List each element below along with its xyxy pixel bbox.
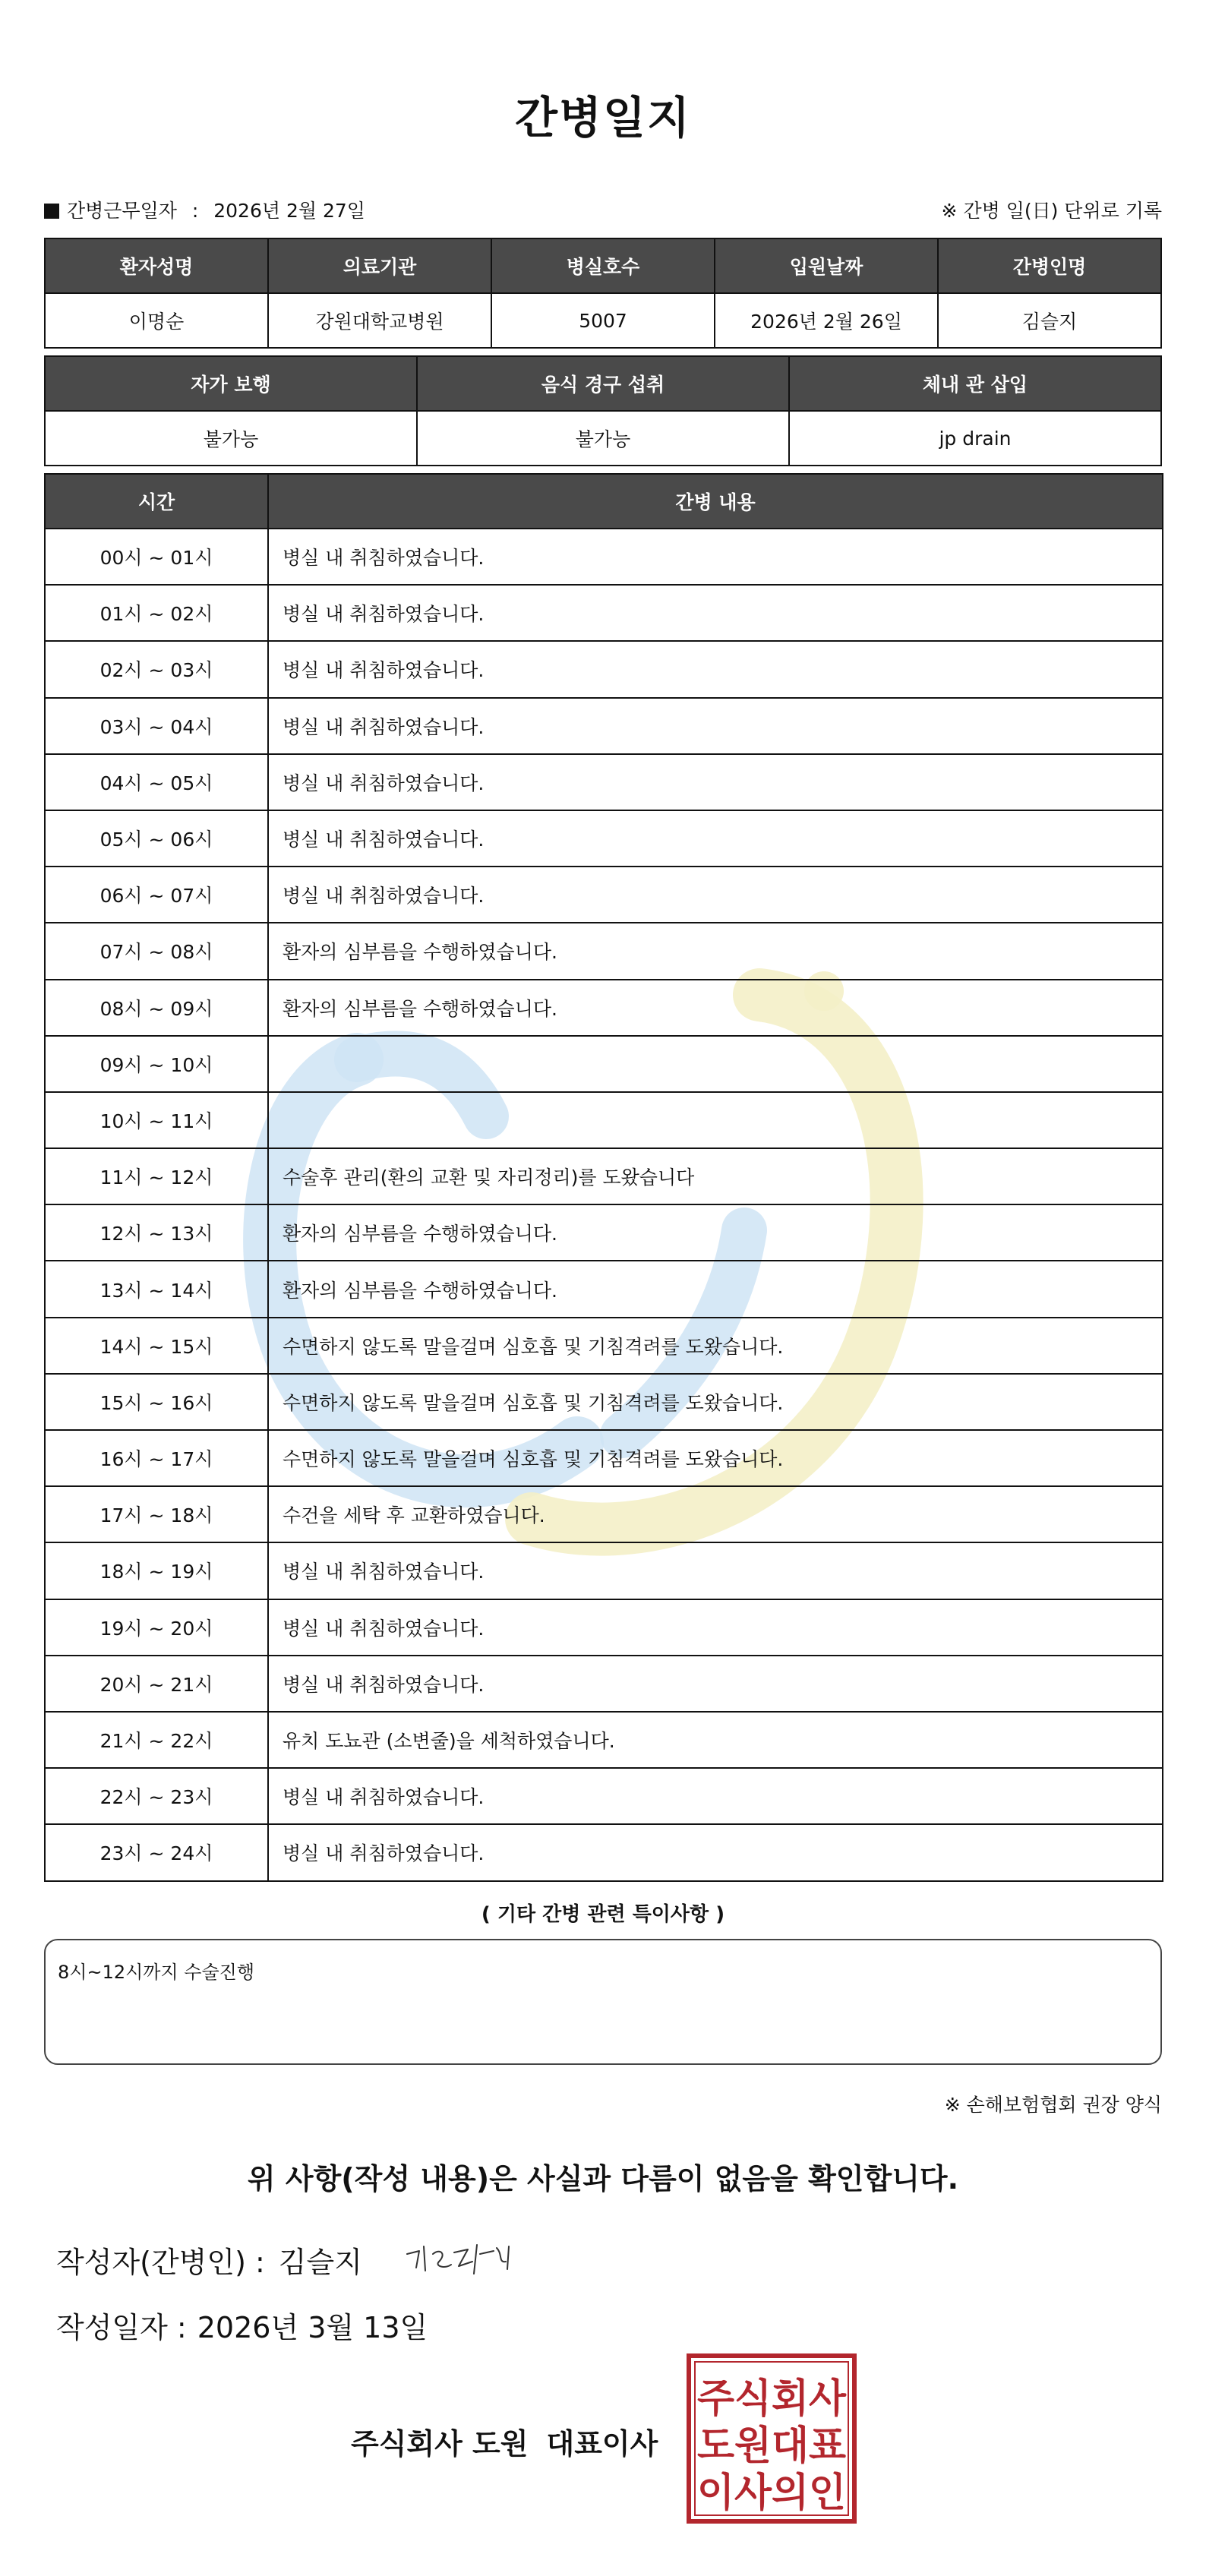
table-row [45,1036,1163,1092]
header-self-walking: 자가 보행 [45,356,417,411]
patient-info-table [44,238,1162,349]
time-cell: 23시 ~ 24시 [45,1824,268,1880]
writer-label: 작성자(간병인) : [56,2246,265,2279]
caregiver-name: 김슬지 [938,293,1161,348]
care-content-cell: 병실 내 취침하였습니다. [268,1824,1163,1880]
tube-insertion-value: jp drain [789,411,1161,466]
care-content-cell: 병실 내 취침하였습니다. [268,754,1163,810]
time-cell: 13시 ~ 14시 [45,1261,268,1317]
table-row [45,923,1163,979]
care-content-cell: 수면하지 않도록 말을걸며 심호흡 및 기침격려를 도왔습니다. [268,1318,1163,1374]
confirmation-statement: 위 사항(작성 내용)은 사실과 다름이 없음을 확인합니다. [247,2162,959,2196]
time-cell: 07시 ~ 08시 [45,923,268,979]
care-content-cell: 병실 내 취침하였습니다. [268,698,1163,754]
time-cell: 11시 ~ 12시 [45,1148,268,1204]
header-care-content: 간병 내용 [268,474,1163,529]
care-content-cell [268,1092,1163,1148]
time-cell: 03시 ~ 04시 [45,698,268,754]
notes-title: ( 기타 간병 관련 특이사항 ) [481,1903,725,1926]
self-walking-value: 불가능 [45,411,417,466]
care-content-cell [268,1036,1163,1092]
care-content-cell: 병실 내 취침하였습니다. [268,641,1163,697]
notes-box [44,1939,1162,2065]
care-content-cell: 유치 도뇨관 (소변줄)을 세척하였습니다. [268,1712,1163,1768]
time-cell: 16시 ~ 17시 [45,1430,268,1486]
table-row [45,1542,1163,1599]
care-content-cell: 수면하지 않도록 말을걸며 심호흡 및 기침격려를 도왔습니다. [268,1430,1163,1486]
company-seal [686,2353,857,2524]
care-content-cell: 수건을 세탁 후 교환하였습니다. [268,1486,1163,1542]
time-cell: 01시 ~ 02시 [45,585,268,641]
patient-status-table [44,355,1162,466]
table-row [45,1374,1163,1430]
table-row [45,754,1163,810]
care-content-cell: 수면하지 않도록 말을걸며 심호흡 및 기침격려를 도왔습니다. [268,1374,1163,1430]
table-row [45,698,1163,754]
meta-row [44,196,1162,226]
admission-date: 2026년 2월 26일 [715,293,938,348]
table-row [45,1204,1163,1261]
time-cell: 00시 ~ 01시 [45,529,268,585]
care-content-cell: 병실 내 취침하였습니다. [268,529,1163,585]
header-patient-name: 환자성명 [45,238,268,293]
table-row [45,529,1163,585]
care-content-cell: 환자의 심부름을 수행하였습니다. [268,980,1163,1036]
time-cell: 10시 ~ 11시 [45,1092,268,1148]
header-time: 시간 [45,474,268,529]
room-number: 5007 [491,293,715,348]
work-date-sep: : [191,200,199,222]
time-cell: 04시 ~ 05시 [45,754,268,810]
work-date-label: 간병근무일자 [67,200,177,222]
time-cell: 20시 ~ 21시 [45,1656,268,1712]
table-row [45,1599,1163,1656]
care-content-cell: 병실 내 취침하였습니다. [268,867,1163,923]
care-content-cell: 환자의 심부름을 수행하였습니다. [268,923,1163,979]
time-cell: 14시 ~ 15시 [45,1318,268,1374]
table-row [45,810,1163,867]
table-row [45,585,1163,641]
care-content-cell: 병실 내 취침하였습니다. [268,585,1163,641]
handwritten-signature [401,2231,538,2284]
work-date [44,196,365,223]
table-row [45,1712,1163,1768]
time-cell: 15시 ~ 16시 [45,1374,268,1430]
written-date-line [56,2304,428,2346]
page-title: 간병일지 [514,92,692,144]
patient-name: 이명순 [45,293,268,348]
record-note: ※ 간병 일(日) 단위로 기록 [941,200,1162,222]
company-name: 주식회사 도원 [351,2427,529,2461]
time-cell: 08시 ~ 09시 [45,980,268,1036]
header-admission-date: 입원날짜 [715,238,938,293]
svg-text:도원대표: 도원대표 [697,2423,846,2469]
time-cell: 17시 ~ 18시 [45,1486,268,1542]
time-cell: 09시 ~ 10시 [45,1036,268,1092]
care-content-cell: 병실 내 취침하였습니다. [268,1656,1163,1712]
header-oral-intake: 음식 경구 섭취 [417,356,789,411]
table-row [45,1768,1163,1824]
header-caregiver: 간병인명 [938,238,1161,293]
time-cell: 05시 ~ 06시 [45,810,268,867]
black-square-icon [44,204,59,219]
header-room: 병실호수 [491,238,715,293]
company-title: 대표이사 [546,2427,658,2461]
time-cell: 22시 ~ 23시 [45,1768,268,1824]
table-row [45,980,1163,1036]
svg-text:이사의인: 이사의인 [697,2470,846,2516]
table-row [45,867,1163,923]
oral-intake-value: 불가능 [417,411,789,466]
care-content-cell: 환자의 심부름을 수행하였습니다. [268,1204,1163,1261]
writer-name: 김슬지 [278,2246,362,2279]
table-row [45,1148,1163,1204]
table-row [45,1092,1163,1148]
time-cell: 19시 ~ 20시 [45,1599,268,1656]
care-content-cell: 병실 내 취침하였습니다. [268,1542,1163,1599]
table-row [45,1486,1163,1542]
hospital-name: 강원대학교병원 [268,293,491,348]
care-content-cell: 환자의 심부름을 수행하였습니다. [268,1261,1163,1317]
time-cell: 02시 ~ 03시 [45,641,268,697]
care-content-cell: 병실 내 취침하였습니다. [268,1768,1163,1824]
header-tube-insertion: 체내 관 삽입 [789,356,1161,411]
form-note: ※ 손해보험협회 권장 양식 [944,2094,1162,2116]
table-row [45,1261,1163,1317]
care-content-cell: 병실 내 취침하였습니다. [268,1599,1163,1656]
writer-line [56,2239,362,2281]
notes-text: 8시~12시까지 수술진행 [58,1962,255,1983]
care-content-cell: 병실 내 취침하였습니다. [268,810,1163,867]
care-content-cell: 수술후 관리(환의 교환 및 자리정리)를 도왔습니다 [268,1148,1163,1204]
table-row [45,1430,1163,1486]
table-row [45,641,1163,697]
written-date-value: 2026년 3월 13일 [197,2311,428,2344]
svg-text:주식회사: 주식회사 [697,2376,847,2422]
company-line [351,2420,658,2462]
care-log-table [44,473,1163,1882]
time-cell: 21시 ~ 22시 [45,1712,268,1768]
work-date-value: 2026년 2월 27일 [213,200,365,222]
table-row [45,1824,1163,1880]
time-cell: 12시 ~ 13시 [45,1204,268,1261]
time-cell: 06시 ~ 07시 [45,867,268,923]
time-cell: 18시 ~ 19시 [45,1542,268,1599]
header-hospital: 의료기관 [268,238,491,293]
table-row [45,1318,1163,1374]
table-row [45,1656,1163,1712]
written-date-label: 작성일자 : [56,2311,187,2344]
